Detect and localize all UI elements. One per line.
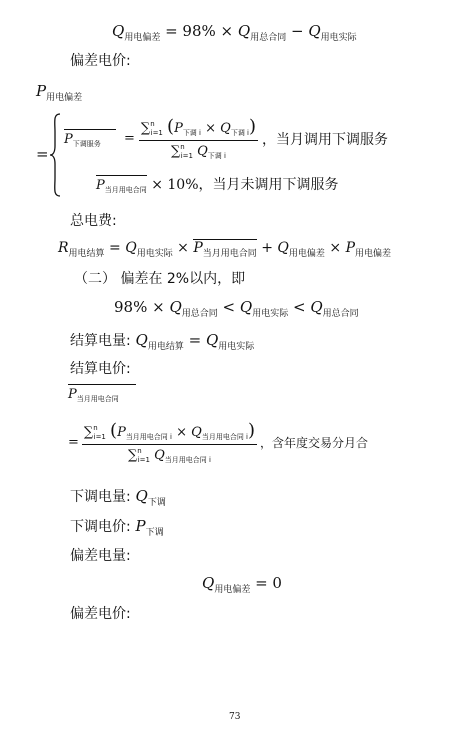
sum-upper: n xyxy=(137,447,142,455)
condition-text: ，当月调用下调服务 xyxy=(262,131,389,148)
operator: < xyxy=(217,298,240,316)
operator: = 98% × xyxy=(160,22,238,40)
subscript: 用总合同 xyxy=(322,309,359,319)
paren-open: ( xyxy=(167,116,175,137)
subscript: 当月用电合同 i xyxy=(164,456,211,464)
numerator xyxy=(139,116,258,141)
symbol-q: Q xyxy=(308,22,321,40)
subscript: 当月用电合同 i xyxy=(125,433,172,441)
section-heading-two: （二） 偏差在 2%以内，即 xyxy=(74,271,246,287)
symbol-q: Q xyxy=(220,121,231,136)
symbol-p: P xyxy=(135,517,146,535)
symbol-r: R xyxy=(58,240,69,256)
percent: 98% × xyxy=(114,298,170,316)
symbol-q: Q xyxy=(237,22,251,40)
fraction-weighted-average xyxy=(139,116,258,161)
subscript: 下调 xyxy=(145,528,164,538)
sum-symbol: ∑ xyxy=(83,425,94,440)
subscript: 下调 i xyxy=(182,129,201,137)
case-1-formula xyxy=(64,116,388,161)
condition-text: ，含年度交易分月合 xyxy=(260,436,369,450)
operator: × 10%， xyxy=(146,177,213,193)
settlement-price-formula xyxy=(68,420,368,465)
equation-settlement-fee: $R_{用电结算} = Q_{用电实际} \times P_{当月用电合同} + Q_{用电偏差} \times P_{用电偏差}$ xyxy=(58,240,391,259)
symbol-q: Q xyxy=(154,448,165,463)
sum-lower: i=1 xyxy=(180,152,193,160)
equation-deviation-quantity xyxy=(112,22,357,43)
label-deviation-price: 偏差电价: xyxy=(70,53,131,69)
denominator xyxy=(82,445,257,465)
symbol-q: Q xyxy=(205,331,219,349)
operator: < xyxy=(288,298,311,316)
equals-sign: = xyxy=(36,145,49,163)
subscript: 当月用电合同 xyxy=(104,186,147,194)
fraction-settlement-price xyxy=(82,420,257,465)
p-bar-monthly-contract xyxy=(96,175,147,195)
equals-sign: = xyxy=(68,435,79,450)
sum-symbol: ∑ xyxy=(140,121,151,136)
subscript: 用电实际 xyxy=(320,33,357,43)
sum-upper: n xyxy=(180,143,185,151)
subscript: 当月用电合同 xyxy=(202,249,257,259)
sum-symbol: ∑ xyxy=(170,144,181,159)
sum-symbol: ∑ xyxy=(127,448,138,463)
subscript: 下调 i xyxy=(207,152,226,160)
sum-upper: n xyxy=(93,424,98,432)
subscript: 当月用电合同 xyxy=(76,395,119,403)
subscript: 用电结算 xyxy=(147,342,184,352)
subscript: 下调服务 xyxy=(72,139,101,148)
brace-icon xyxy=(48,112,62,198)
operator: − xyxy=(286,22,309,40)
symbol-p: P xyxy=(64,131,73,147)
paren-close: ) xyxy=(249,116,257,137)
label-deviation-quantity: 偏差电量: xyxy=(70,548,131,564)
label-down-quantity: 下调电量: xyxy=(70,489,131,505)
p-bar xyxy=(193,239,257,259)
case-2-formula xyxy=(96,174,339,195)
subscript: 用电实际 xyxy=(136,249,173,259)
symbol-q: Q xyxy=(112,22,125,40)
symbol-q: Q xyxy=(310,298,323,316)
label-deviation-price-2: 偏差电价: xyxy=(70,606,131,622)
paren-close: ) xyxy=(248,420,256,441)
subscript: 用电偏差 xyxy=(288,249,325,259)
label-settlement-quantity: 结算电量: xyxy=(70,333,131,349)
symbol-q: Q xyxy=(191,425,202,440)
subscript: 用总合同 xyxy=(250,33,287,43)
symbol-p: P xyxy=(193,240,203,256)
operator: × xyxy=(200,121,221,136)
p-bar-down-service xyxy=(64,129,116,149)
inequality-within-range xyxy=(114,298,359,319)
symbol-p: P xyxy=(36,82,47,100)
subscript: 用电偏差 xyxy=(214,585,251,595)
symbol-q: Q xyxy=(277,240,289,256)
symbol-q: Q xyxy=(135,487,148,505)
subscript: 用电偏差 xyxy=(354,249,391,259)
denominator xyxy=(139,141,258,161)
down-quantity-line xyxy=(70,486,166,508)
page-number: 73 xyxy=(229,712,241,722)
symbol-q: Q xyxy=(125,240,137,256)
sum-lower: i=1 xyxy=(137,456,150,464)
symbol-q: Q xyxy=(197,144,208,159)
symbol-q: Q xyxy=(239,298,253,316)
settlement-quantity-line: 结算电量: $Q_{用电结算} = Q_{用电实际}$ xyxy=(70,331,255,352)
subscript: 用电结算 xyxy=(68,249,105,259)
symbol-p: P xyxy=(345,240,355,256)
symbol-p: P xyxy=(96,178,105,193)
label-total-fee: 总电费: xyxy=(70,213,117,229)
label-down-price: 下调电价: xyxy=(70,519,131,535)
left-brace xyxy=(48,112,62,202)
sum-upper: n xyxy=(150,120,155,128)
equals-sign: = xyxy=(124,131,135,146)
paren-open: ( xyxy=(110,420,118,441)
operator: × xyxy=(171,425,192,440)
symbol-q: Q xyxy=(169,298,182,316)
subscript: 用总合同 xyxy=(181,309,218,319)
symbol-q: Q xyxy=(202,574,215,592)
subscript: 用电实际 xyxy=(218,342,255,352)
subscript: 下调 i xyxy=(230,129,249,137)
sum-lower: i=1 xyxy=(93,433,106,441)
symbol-q: Q xyxy=(135,331,148,349)
operator: = 0 xyxy=(250,574,282,592)
subscript: 用电实际 xyxy=(252,309,289,319)
sum-lower: i=1 xyxy=(150,129,163,137)
down-price-line xyxy=(70,516,164,538)
subscript: 当月用电合同 i xyxy=(201,433,248,441)
label-settlement-price: 结算电价: xyxy=(70,361,131,377)
symbol-p: P xyxy=(117,425,126,440)
symbol-p-deviation xyxy=(36,82,82,103)
condition-text: 当月未调用下调服务 xyxy=(212,177,339,193)
subscript: 用电偏差 xyxy=(124,33,161,43)
equation-deviation-zero xyxy=(202,574,282,595)
subscript: 用电偏差 xyxy=(46,93,83,103)
symbol-p: P xyxy=(68,387,77,402)
p-bar-monthly-contract-standalone xyxy=(68,384,136,404)
symbol-p: P xyxy=(174,121,183,136)
numerator xyxy=(82,420,257,445)
subscript: 下调 xyxy=(147,498,166,508)
